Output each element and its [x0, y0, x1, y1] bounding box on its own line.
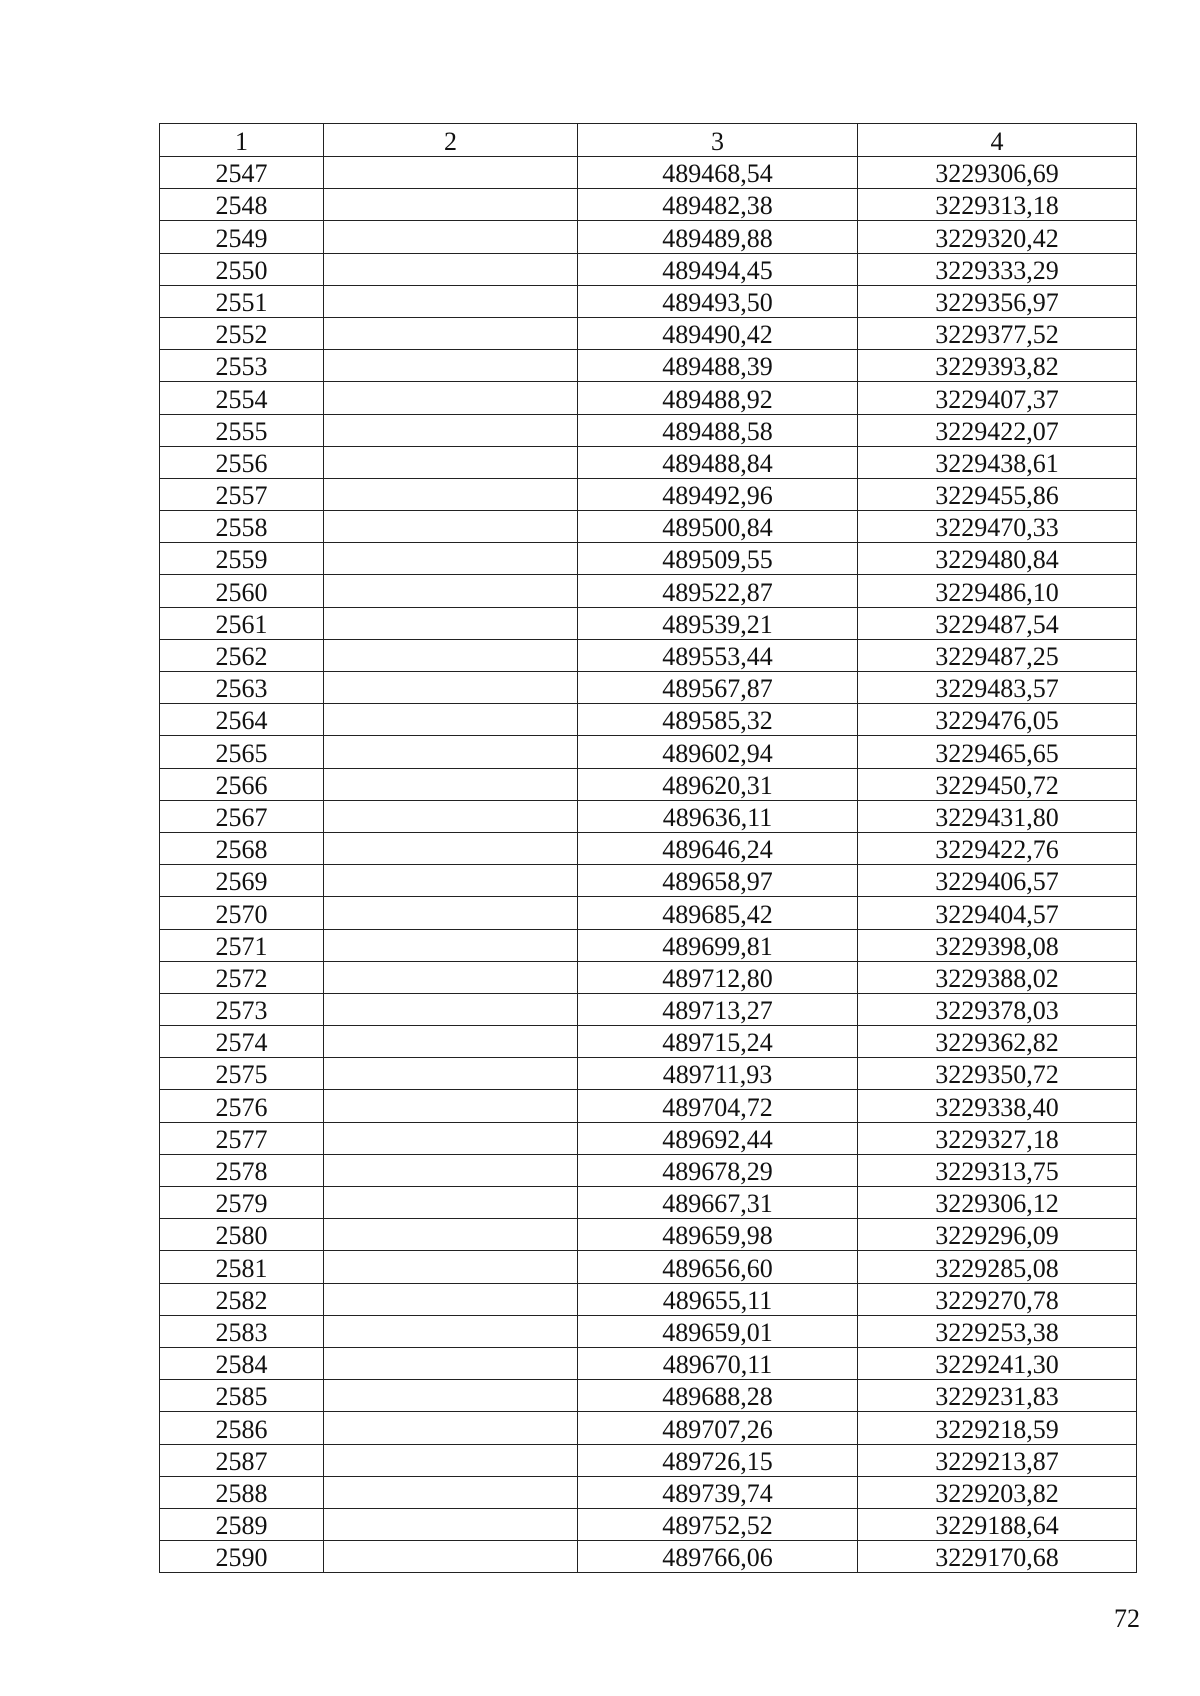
description-cell — [324, 865, 578, 897]
point-number-cell: 2566 — [160, 768, 324, 800]
y-coordinate-cell: 3229296,09 — [858, 1219, 1137, 1251]
y-coordinate-cell: 3229476,05 — [858, 704, 1137, 736]
table-row — [160, 865, 1137, 897]
x-coordinate-cell: 489659,01 — [578, 1315, 858, 1347]
table-row — [160, 221, 1137, 253]
point-number-cell: 2588 — [160, 1476, 324, 1508]
y-coordinate-cell: 3229306,69 — [858, 157, 1137, 189]
y-coordinate-cell: 3229378,03 — [858, 993, 1137, 1025]
point-number-cell: 2556 — [160, 446, 324, 478]
table-row — [160, 897, 1137, 929]
y-coordinate-cell: 3229465,65 — [858, 736, 1137, 768]
y-coordinate-cell: 3229438,61 — [858, 446, 1137, 478]
x-coordinate-cell: 489482,38 — [578, 189, 858, 221]
y-coordinate-cell: 3229306,12 — [858, 1187, 1137, 1219]
table-row — [160, 704, 1137, 736]
description-cell — [324, 1380, 578, 1412]
y-coordinate-cell: 3229487,25 — [858, 639, 1137, 671]
y-coordinate-cell: 3229333,29 — [858, 253, 1137, 285]
point-number-cell: 2564 — [160, 704, 324, 736]
point-number-cell: 2559 — [160, 543, 324, 575]
x-coordinate-cell: 489620,31 — [578, 768, 858, 800]
table-row — [160, 1476, 1137, 1508]
y-coordinate-cell: 3229213,87 — [858, 1444, 1137, 1476]
point-number-cell: 2549 — [160, 221, 324, 253]
description-cell — [324, 704, 578, 736]
point-number-cell: 2579 — [160, 1187, 324, 1219]
description-cell — [324, 253, 578, 285]
x-coordinate-cell: 489712,80 — [578, 961, 858, 993]
x-coordinate-cell: 489715,24 — [578, 1026, 858, 1058]
point-number-cell: 2576 — [160, 1090, 324, 1122]
table-row — [160, 350, 1137, 382]
x-coordinate-cell: 489667,31 — [578, 1187, 858, 1219]
column-header-4: 4 — [858, 124, 1137, 157]
table-row — [160, 1251, 1137, 1283]
description-cell — [324, 800, 578, 832]
x-coordinate-cell: 489658,97 — [578, 865, 858, 897]
table-row — [160, 543, 1137, 575]
point-number-cell: 2587 — [160, 1444, 324, 1476]
column-header-1: 1 — [160, 124, 324, 157]
description-cell — [324, 157, 578, 189]
description-cell — [324, 1541, 578, 1573]
x-coordinate-cell: 489636,11 — [578, 800, 858, 832]
point-number-cell: 2548 — [160, 189, 324, 221]
x-coordinate-cell: 489678,29 — [578, 1154, 858, 1186]
y-coordinate-cell: 3229270,78 — [858, 1283, 1137, 1315]
table-row — [160, 446, 1137, 478]
point-number-cell: 2565 — [160, 736, 324, 768]
x-coordinate-cell: 489567,87 — [578, 672, 858, 704]
x-coordinate-cell: 489492,96 — [578, 478, 858, 510]
table-row — [160, 832, 1137, 864]
description-cell — [324, 221, 578, 253]
description-cell — [324, 285, 578, 317]
y-coordinate-cell: 3229486,10 — [858, 575, 1137, 607]
x-coordinate-cell: 489488,92 — [578, 382, 858, 414]
page-number: 72 — [1114, 1604, 1140, 1633]
y-coordinate-cell: 3229431,80 — [858, 800, 1137, 832]
x-coordinate-cell: 489494,45 — [578, 253, 858, 285]
x-coordinate-cell: 489602,94 — [578, 736, 858, 768]
y-coordinate-cell: 3229241,30 — [858, 1347, 1137, 1379]
table-row — [160, 1380, 1137, 1412]
description-cell — [324, 575, 578, 607]
table-header-row — [160, 124, 1137, 157]
table-row — [160, 285, 1137, 317]
description-cell — [324, 736, 578, 768]
x-coordinate-cell: 489656,60 — [578, 1251, 858, 1283]
x-coordinate-cell: 489585,32 — [578, 704, 858, 736]
table-row — [160, 1154, 1137, 1186]
x-coordinate-cell: 489488,58 — [578, 414, 858, 446]
table-row — [160, 253, 1137, 285]
point-number-cell: 2569 — [160, 865, 324, 897]
x-coordinate-cell: 489766,06 — [578, 1541, 858, 1573]
description-cell — [324, 1476, 578, 1508]
table-row — [160, 1058, 1137, 1090]
x-coordinate-cell: 489539,21 — [578, 607, 858, 639]
y-coordinate-cell: 3229285,08 — [858, 1251, 1137, 1283]
point-number-cell: 2578 — [160, 1154, 324, 1186]
point-number-cell: 2550 — [160, 253, 324, 285]
point-number-cell: 2561 — [160, 607, 324, 639]
y-coordinate-cell: 3229377,52 — [858, 317, 1137, 349]
y-coordinate-cell: 3229313,18 — [858, 189, 1137, 221]
y-coordinate-cell: 3229188,64 — [858, 1508, 1137, 1540]
point-number-cell: 2554 — [160, 382, 324, 414]
y-coordinate-cell: 3229170,68 — [858, 1541, 1137, 1573]
x-coordinate-cell: 489692,44 — [578, 1122, 858, 1154]
description-cell — [324, 1508, 578, 1540]
table-row — [160, 157, 1137, 189]
y-coordinate-cell: 3229362,82 — [858, 1026, 1137, 1058]
point-number-cell: 2574 — [160, 1026, 324, 1058]
point-number-cell: 2563 — [160, 672, 324, 704]
table-row — [160, 1315, 1137, 1347]
description-cell — [324, 672, 578, 704]
y-coordinate-cell: 3229218,59 — [858, 1412, 1137, 1444]
x-coordinate-cell: 489500,84 — [578, 511, 858, 543]
description-cell — [324, 768, 578, 800]
point-number-cell: 2580 — [160, 1219, 324, 1251]
table-row — [160, 672, 1137, 704]
point-number-cell: 2567 — [160, 800, 324, 832]
y-coordinate-cell: 3229404,57 — [858, 897, 1137, 929]
table-row — [160, 929, 1137, 961]
point-number-cell: 2575 — [160, 1058, 324, 1090]
point-number-cell: 2570 — [160, 897, 324, 929]
description-cell — [324, 478, 578, 510]
x-coordinate-cell: 489688,28 — [578, 1380, 858, 1412]
description-cell — [324, 350, 578, 382]
description-cell — [324, 1058, 578, 1090]
y-coordinate-cell: 3229406,57 — [858, 865, 1137, 897]
description-cell — [324, 382, 578, 414]
x-coordinate-cell: 489490,42 — [578, 317, 858, 349]
y-coordinate-cell: 3229422,07 — [858, 414, 1137, 446]
point-number-cell: 2562 — [160, 639, 324, 671]
table-row — [160, 575, 1137, 607]
point-number-cell: 2581 — [160, 1251, 324, 1283]
table-row — [160, 1122, 1137, 1154]
x-coordinate-cell: 489553,44 — [578, 639, 858, 671]
y-coordinate-cell: 3229253,38 — [858, 1315, 1137, 1347]
point-number-cell: 2577 — [160, 1122, 324, 1154]
table-row — [160, 1283, 1137, 1315]
description-cell — [324, 1219, 578, 1251]
point-number-cell: 2586 — [160, 1412, 324, 1444]
y-coordinate-cell: 3229203,82 — [858, 1476, 1137, 1508]
x-coordinate-cell: 489713,27 — [578, 993, 858, 1025]
description-cell — [324, 446, 578, 478]
point-number-cell: 2590 — [160, 1541, 324, 1573]
y-coordinate-cell: 3229487,54 — [858, 607, 1137, 639]
point-number-cell: 2560 — [160, 575, 324, 607]
table-row — [160, 961, 1137, 993]
x-coordinate-cell: 489488,84 — [578, 446, 858, 478]
x-coordinate-cell: 489522,87 — [578, 575, 858, 607]
description-cell — [324, 543, 578, 575]
point-number-cell: 2585 — [160, 1380, 324, 1412]
y-coordinate-cell: 3229455,86 — [858, 478, 1137, 510]
x-coordinate-cell: 489509,55 — [578, 543, 858, 575]
x-coordinate-cell: 489707,26 — [578, 1412, 858, 1444]
y-coordinate-cell: 3229393,82 — [858, 350, 1137, 382]
y-coordinate-cell: 3229398,08 — [858, 929, 1137, 961]
y-coordinate-cell: 3229470,33 — [858, 511, 1137, 543]
description-cell — [324, 317, 578, 349]
y-coordinate-cell: 3229483,57 — [858, 672, 1137, 704]
description-cell — [324, 1444, 578, 1476]
y-coordinate-cell: 3229450,72 — [858, 768, 1137, 800]
description-cell — [324, 1412, 578, 1444]
description-cell — [324, 929, 578, 961]
y-coordinate-cell: 3229356,97 — [858, 285, 1137, 317]
description-cell — [324, 511, 578, 543]
table-row — [160, 1541, 1137, 1573]
point-number-cell: 2584 — [160, 1347, 324, 1379]
point-number-cell: 2583 — [160, 1315, 324, 1347]
description-cell — [324, 1154, 578, 1186]
table-row — [160, 511, 1137, 543]
table-row — [160, 1508, 1137, 1540]
column-header-2: 2 — [324, 124, 578, 157]
point-number-cell: 2553 — [160, 350, 324, 382]
description-cell — [324, 607, 578, 639]
x-coordinate-cell: 489489,88 — [578, 221, 858, 253]
y-coordinate-cell: 3229327,18 — [858, 1122, 1137, 1154]
x-coordinate-cell: 489468,54 — [578, 157, 858, 189]
point-number-cell: 2589 — [160, 1508, 324, 1540]
y-coordinate-cell: 3229320,42 — [858, 221, 1137, 253]
table-row — [160, 993, 1137, 1025]
description-cell — [324, 1026, 578, 1058]
table-row — [160, 1444, 1137, 1476]
description-cell — [324, 1283, 578, 1315]
point-number-cell: 2582 — [160, 1283, 324, 1315]
point-number-cell: 2552 — [160, 317, 324, 349]
table-row — [160, 478, 1137, 510]
y-coordinate-cell: 3229231,83 — [858, 1380, 1137, 1412]
point-number-cell: 2571 — [160, 929, 324, 961]
table-row — [160, 639, 1137, 671]
x-coordinate-cell: 489704,72 — [578, 1090, 858, 1122]
x-coordinate-cell: 489646,24 — [578, 832, 858, 864]
y-coordinate-cell: 3229407,37 — [858, 382, 1137, 414]
table-row — [160, 414, 1137, 446]
description-cell — [324, 414, 578, 446]
y-coordinate-cell: 3229422,76 — [858, 832, 1137, 864]
description-cell — [324, 1347, 578, 1379]
x-coordinate-cell: 489711,93 — [578, 1058, 858, 1090]
table-row — [160, 1187, 1137, 1219]
table-row — [160, 607, 1137, 639]
table-row — [160, 736, 1137, 768]
x-coordinate-cell: 489493,50 — [578, 285, 858, 317]
y-coordinate-cell: 3229313,75 — [858, 1154, 1137, 1186]
description-cell — [324, 993, 578, 1025]
x-coordinate-cell: 489488,39 — [578, 350, 858, 382]
table-row — [160, 382, 1137, 414]
point-number-cell: 2572 — [160, 961, 324, 993]
description-cell — [324, 1090, 578, 1122]
table-row — [160, 1412, 1137, 1444]
x-coordinate-cell: 489685,42 — [578, 897, 858, 929]
point-number-cell: 2557 — [160, 478, 324, 510]
description-cell — [324, 897, 578, 929]
y-coordinate-cell: 3229350,72 — [858, 1058, 1137, 1090]
description-cell — [324, 1187, 578, 1219]
x-coordinate-cell: 489726,15 — [578, 1444, 858, 1476]
description-cell — [324, 1251, 578, 1283]
column-header-3: 3 — [578, 124, 858, 157]
y-coordinate-cell: 3229388,02 — [858, 961, 1137, 993]
description-cell — [324, 961, 578, 993]
y-coordinate-cell: 3229338,40 — [858, 1090, 1137, 1122]
description-cell — [324, 832, 578, 864]
x-coordinate-cell: 489655,11 — [578, 1283, 858, 1315]
point-number-cell: 2558 — [160, 511, 324, 543]
point-number-cell: 2568 — [160, 832, 324, 864]
table-row — [160, 800, 1137, 832]
point-number-cell: 2555 — [160, 414, 324, 446]
table-row — [160, 1347, 1137, 1379]
description-cell — [324, 1122, 578, 1154]
table-row — [160, 189, 1137, 221]
point-number-cell: 2547 — [160, 157, 324, 189]
coordinates-table — [159, 123, 1137, 1573]
table-row — [160, 1090, 1137, 1122]
x-coordinate-cell: 489699,81 — [578, 929, 858, 961]
x-coordinate-cell: 489659,98 — [578, 1219, 858, 1251]
table-row — [160, 1219, 1137, 1251]
table-row — [160, 317, 1137, 349]
x-coordinate-cell: 489739,74 — [578, 1476, 858, 1508]
x-coordinate-cell: 489752,52 — [578, 1508, 858, 1540]
table-body — [160, 157, 1137, 1573]
table-row — [160, 768, 1137, 800]
table-row — [160, 1026, 1137, 1058]
point-number-cell: 2573 — [160, 993, 324, 1025]
y-coordinate-cell: 3229480,84 — [858, 543, 1137, 575]
description-cell — [324, 1315, 578, 1347]
point-number-cell: 2551 — [160, 285, 324, 317]
x-coordinate-cell: 489670,11 — [578, 1347, 858, 1379]
description-cell — [324, 639, 578, 671]
description-cell — [324, 189, 578, 221]
